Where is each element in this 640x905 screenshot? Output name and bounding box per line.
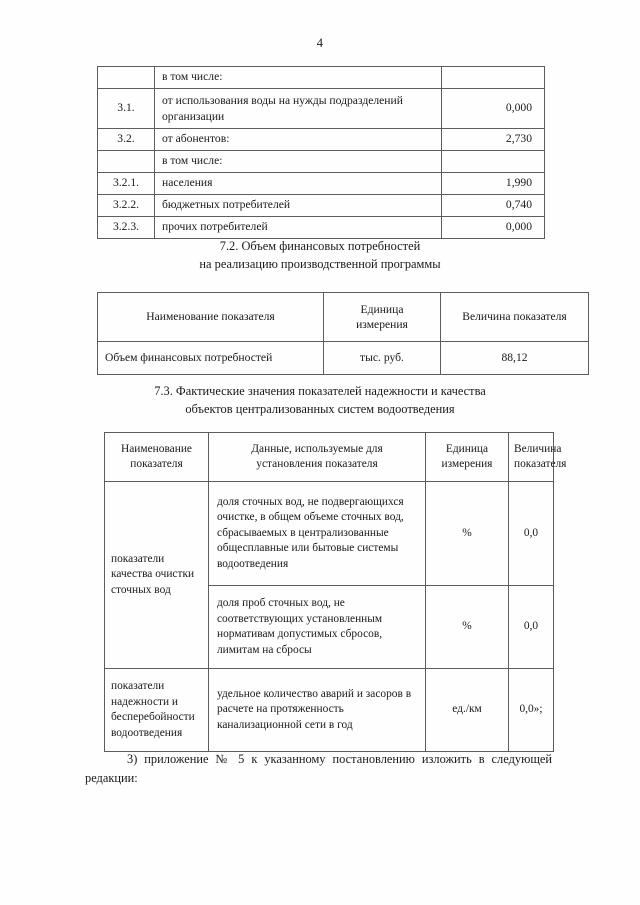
cell-unit: ед./км bbox=[426, 669, 509, 752]
cell-row-number bbox=[98, 151, 155, 173]
cell-indicator-name: прочих потребителей bbox=[155, 217, 442, 239]
section-heading-7-3 bbox=[0, 383, 640, 419]
table-row bbox=[105, 669, 554, 752]
table-quality bbox=[104, 432, 567, 752]
header-indicator-name: Наименование показателя bbox=[98, 293, 324, 342]
cell-value: 0,0 bbox=[509, 482, 554, 586]
header-unit bbox=[426, 433, 509, 482]
cell-indicator-group: показатели надежности и бесперебойности водоотведения bbox=[105, 669, 209, 752]
cell-source-data: доля сточных вод, не подвергающихся очистке, в общем объеме сточных вод, сбрасываемых в централизованные общесплавные или бытовые системы водоотведения bbox=[209, 482, 426, 586]
table-quality-body bbox=[105, 482, 554, 752]
cell-value: 0,0 bbox=[509, 586, 554, 669]
closing-paragraph: 3) приложение № 5 к указанному постановлению изложить в следующей редакции: bbox=[85, 752, 552, 785]
header-unit-line2: измерения bbox=[356, 318, 408, 331]
cell-value bbox=[442, 151, 545, 173]
cell-value: 0,000 bbox=[442, 89, 545, 129]
cell-value: 0,740 bbox=[442, 195, 545, 217]
table-row bbox=[98, 67, 545, 89]
table-quality-head bbox=[105, 433, 567, 482]
table-volumes-body bbox=[98, 67, 545, 239]
header-indicator-name bbox=[105, 433, 209, 482]
cell-row-number: 3.2.3. bbox=[98, 217, 155, 239]
cell-value bbox=[442, 67, 545, 89]
cell-indicator-name: от абонентов: bbox=[155, 129, 442, 151]
cell-value: 1,990 bbox=[442, 173, 545, 195]
cell-row-number bbox=[98, 67, 155, 89]
header-unit-line1: Единица bbox=[445, 442, 489, 455]
cell-indicator-name: населения bbox=[155, 173, 442, 195]
header-source-data-line2: установления показателя bbox=[256, 458, 378, 470]
header-value: Величина показателя bbox=[441, 293, 589, 342]
table-row-header bbox=[98, 293, 589, 342]
table-finance bbox=[97, 292, 589, 375]
cell-value: 88,12 bbox=[441, 342, 589, 375]
header-unit-line1: Единица bbox=[360, 302, 404, 316]
header-value-line2: показателя bbox=[514, 458, 567, 470]
header-value bbox=[509, 433, 567, 482]
cell-row-number: 3.2.2. bbox=[98, 195, 155, 217]
cell-indicator-name: в том числе: bbox=[155, 151, 442, 173]
cell-indicator-name: Объем финансовых потребностей bbox=[98, 342, 324, 375]
cell-indicator-name: в том числе: bbox=[155, 67, 442, 89]
heading-7-3-line2: объектов централизованных систем водоотведения bbox=[185, 401, 455, 416]
header-unit-line2: измерения bbox=[441, 458, 493, 470]
header-source-data-line1: Данные, используемые для bbox=[251, 442, 383, 455]
cell-indicator-group: показатели качества очистки сточных вод bbox=[105, 482, 209, 669]
heading-7-2-line1: 7.2. Объем финансовых потребностей bbox=[219, 239, 421, 253]
table-row bbox=[98, 129, 545, 151]
cell-unit: % bbox=[426, 586, 509, 669]
header-source-data bbox=[209, 433, 426, 482]
table-row bbox=[98, 195, 545, 217]
table-row bbox=[98, 151, 545, 173]
header-indicator-name-line1: Наименование bbox=[121, 442, 192, 455]
header-unit bbox=[324, 293, 441, 342]
cell-unit: % bbox=[426, 482, 509, 586]
table-row bbox=[98, 89, 545, 129]
page-number: 4 bbox=[316, 36, 324, 50]
table-row bbox=[105, 482, 554, 586]
table-row bbox=[98, 342, 589, 375]
table-finance-body bbox=[98, 342, 589, 375]
cell-value: 2,730 bbox=[442, 129, 545, 151]
table-row bbox=[98, 217, 545, 239]
cell-source-data: удельное количество аварий и засоров в расчете на протяженность канализационной сети в год bbox=[209, 669, 426, 752]
heading-7-2-line2: на реализацию производственной программы bbox=[199, 256, 441, 271]
table-volumes bbox=[97, 66, 545, 239]
cell-unit: тыс. руб. bbox=[324, 342, 441, 375]
cell-row-number: 3.2. bbox=[98, 129, 155, 151]
cell-source-data: доля проб сточных вод, не соответствующих установленным нормативам допустимых сбросов, лимитам на сбросы bbox=[209, 586, 426, 669]
header-value-line1: Величина bbox=[514, 442, 562, 455]
section-heading-7-2 bbox=[0, 238, 640, 274]
header-indicator-name-line2: показателя bbox=[130, 458, 183, 470]
cell-value: 0,000 bbox=[442, 217, 545, 239]
cell-indicator-name: от использования воды на нужды подразделений организации bbox=[155, 89, 442, 129]
table-row bbox=[98, 173, 545, 195]
table-row-header bbox=[105, 433, 554, 482]
cell-indicator-name: бюджетных потребителей bbox=[155, 195, 442, 217]
cell-row-number: 3.2.1. bbox=[98, 173, 155, 195]
cell-row-number: 3.1. bbox=[98, 89, 155, 129]
heading-7-3-line1: 7.3. Фактические значения показателей надежности и качества bbox=[154, 384, 486, 398]
cell-value: 0,0»; bbox=[509, 669, 554, 752]
table-finance-head bbox=[98, 293, 589, 342]
